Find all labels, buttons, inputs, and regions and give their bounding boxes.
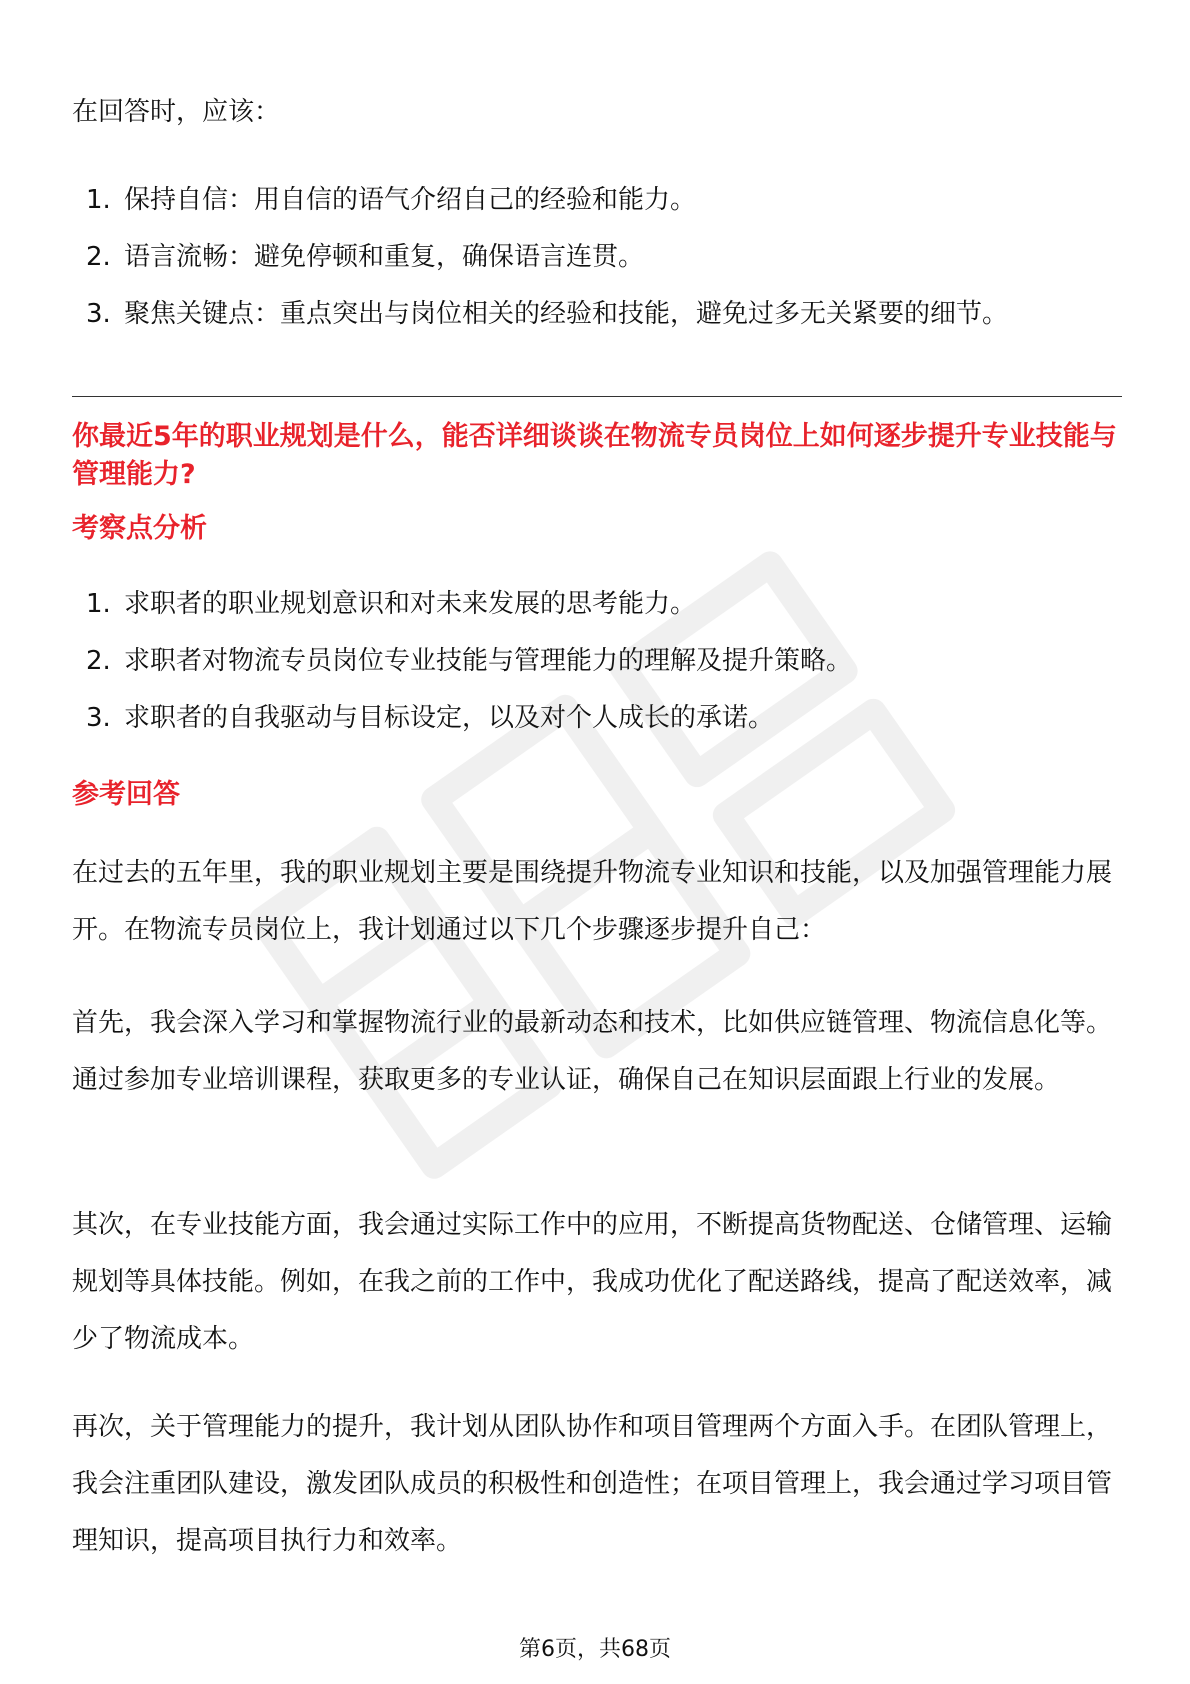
list-item-text: 求职者的自我驱动与目标设定，以及对个人成长的承诺。 — [124, 703, 775, 733]
answer-paragraph: 再次，关于管理能力的提升，我计划从团队协作和项目管理两个方面入手。在团队管理上，我会注重团队建设，激发团队成员的积极性和创造性；在项目管理上，我会通过学习项目管理知识，提高项目执行力和效率。 — [72, 1412, 1113, 1556]
list-item — [86, 690, 1116, 747]
tips-list — [86, 172, 1116, 343]
list-item — [86, 576, 1116, 633]
list-item — [86, 172, 1116, 229]
list-number: 2. — [86, 242, 111, 272]
list-item-text: 保持自信：用自信的语气介绍自己的经验和能力。 — [124, 185, 697, 215]
analysis-list — [86, 576, 1116, 747]
question-heading: 你最近5年的职业规划是什么，能否详细谈谈在物流专员岗位上如何逐步提升专业技能与管理能力? — [72, 421, 1117, 490]
list-number: 1. — [86, 185, 111, 215]
answer-paragraph: 在过去的五年里，我的职业规划主要是围绕提升物流专业知识和技能，以及加强管理能力展开。在物流专员岗位上，我计划通过以下几个步骤逐步提升自己： — [72, 858, 1113, 945]
answer-paragraph: 其次，在专业技能方面，我会通过实际工作中的应用，不断提高货物配送、仓储管理、运输规划等具体技能。例如，在我之前的工作中，我成功优化了配送路线，提高了配送效率，减少了物流成本。 — [72, 1210, 1113, 1354]
analysis-heading: 考察点分析 — [72, 513, 207, 544]
intro-text: 在回答时，应该： — [72, 97, 281, 127]
list-item — [86, 286, 1116, 343]
list-number: 2. — [86, 646, 111, 676]
list-item-text: 语言流畅：避免停顿和重复，确保语言连贯。 — [124, 242, 645, 272]
section-divider — [72, 396, 1122, 397]
list-number: 3. — [86, 299, 111, 329]
list-number: 3. — [86, 703, 111, 733]
list-number: 1. — [86, 589, 111, 619]
list-item-text: 聚焦关键点：重点突出与岗位相关的经验和技能，避免过多无关紧要的细节。 — [124, 299, 1009, 329]
answer-paragraph: 首先，我会深入学习和掌握物流行业的最新动态和技术，比如供应链管理、物流信息化等。通过参加专业培训课程，获取更多的专业认证，确保自己在知识层面跟上行业的发展。 — [72, 1008, 1113, 1095]
list-item-text: 求职者的职业规划意识和对未来发展的思考能力。 — [124, 589, 697, 619]
answer-heading: 参考回答 — [72, 779, 180, 810]
list-item — [86, 229, 1116, 286]
list-item — [86, 633, 1116, 690]
list-item-text: 求职者对物流专员岗位专业技能与管理能力的理解及提升策略。 — [124, 646, 853, 676]
page-footer: 第6页，共68页 — [519, 1637, 671, 1662]
